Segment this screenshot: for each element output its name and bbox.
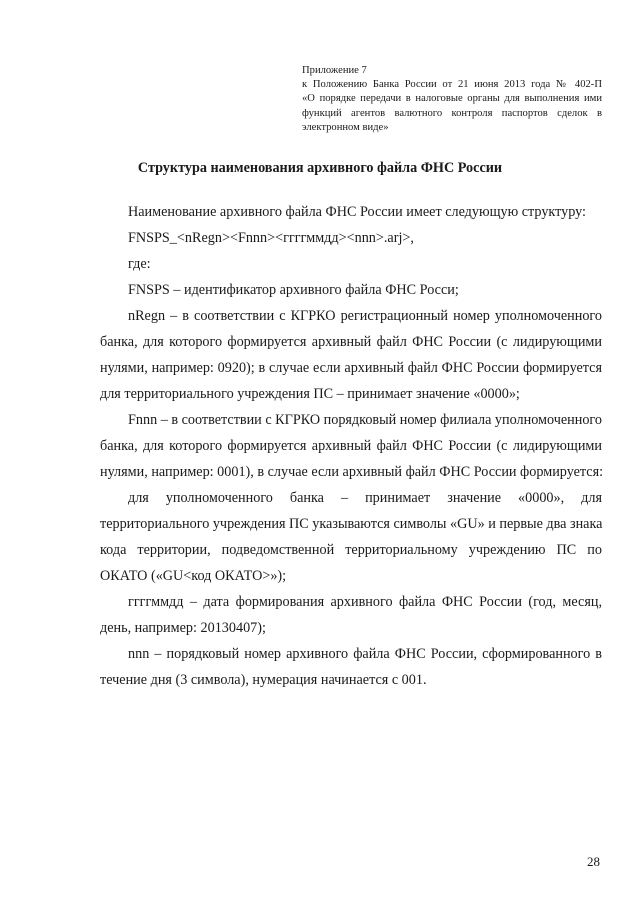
text-line: кода территории, подведомственной территориальному учреждению ПС по bbox=[100, 542, 602, 558]
text-line: для территориального учреждения ПС – принимает значение «0000»; bbox=[100, 386, 520, 402]
text-line: nnn – порядковый номер архивного файла ФНС России, сформированного в bbox=[128, 646, 602, 662]
text-line: где: bbox=[128, 256, 151, 272]
appendix-header bbox=[302, 64, 602, 135]
appendix-line: Приложение 7 bbox=[302, 65, 367, 76]
text-line: территориального учреждения ПС указываются символы «GU» и первые два знака bbox=[100, 516, 603, 532]
text-line: nRegn – в соответствии с КГРКО регистрационный номер уполномоченного bbox=[128, 308, 602, 324]
text-line: Наименование архивного файла ФНС России имеет следующую структуру: bbox=[128, 204, 586, 220]
appendix-line: функций агентов валютного контроля паспортов сделок в bbox=[302, 107, 602, 119]
appendix-line: электронном виде» bbox=[302, 121, 389, 133]
text-line: нулями, например: 0920); в случае если архивный файл ФНС России формируется bbox=[100, 360, 602, 376]
text-line: для уполномоченного банка – принимает значение «0000», для bbox=[128, 490, 602, 506]
text-line: Fnnn – в соответствии с КГРКО порядковый номер филиала уполномоченного bbox=[128, 412, 602, 428]
text-line: FNSPS_<nRegn><Fnnn><ггггммдд><nnn>.arj>, bbox=[128, 230, 414, 246]
text-line: день, например: 20130407); bbox=[100, 620, 266, 636]
document-title: Структура наименования архивного файла ФНС России bbox=[137, 160, 503, 176]
text-line: FNSPS – идентификатор архивного файла ФНС Росси; bbox=[128, 282, 459, 298]
text-line: течение дня (3 символа), нумерация начинается с 001. bbox=[100, 672, 427, 688]
text-line: нулями, например: 0001), в случае если архивный файл ФНС России формируется: bbox=[100, 464, 604, 480]
appendix-line: «О порядке передачи в налоговые органы для выполнения ими bbox=[302, 93, 602, 105]
text-line: банка, для которого формируется архивный файл ФНС России (с лидирующими bbox=[100, 334, 602, 350]
page-number: 28 bbox=[587, 854, 600, 869]
text-line: ггггммдд – дата формирования архивного файла ФНС России (год, месяц, bbox=[128, 594, 602, 610]
text-line: банка, для которого формируется архивный файл ФНС России (с лидирующими bbox=[100, 438, 602, 454]
appendix-line: к Положению Банка России от 21 июня 2013 года № 402-П bbox=[302, 79, 602, 91]
text-line: ОКАТО («GU<код ОКАТО>»); bbox=[100, 568, 287, 584]
